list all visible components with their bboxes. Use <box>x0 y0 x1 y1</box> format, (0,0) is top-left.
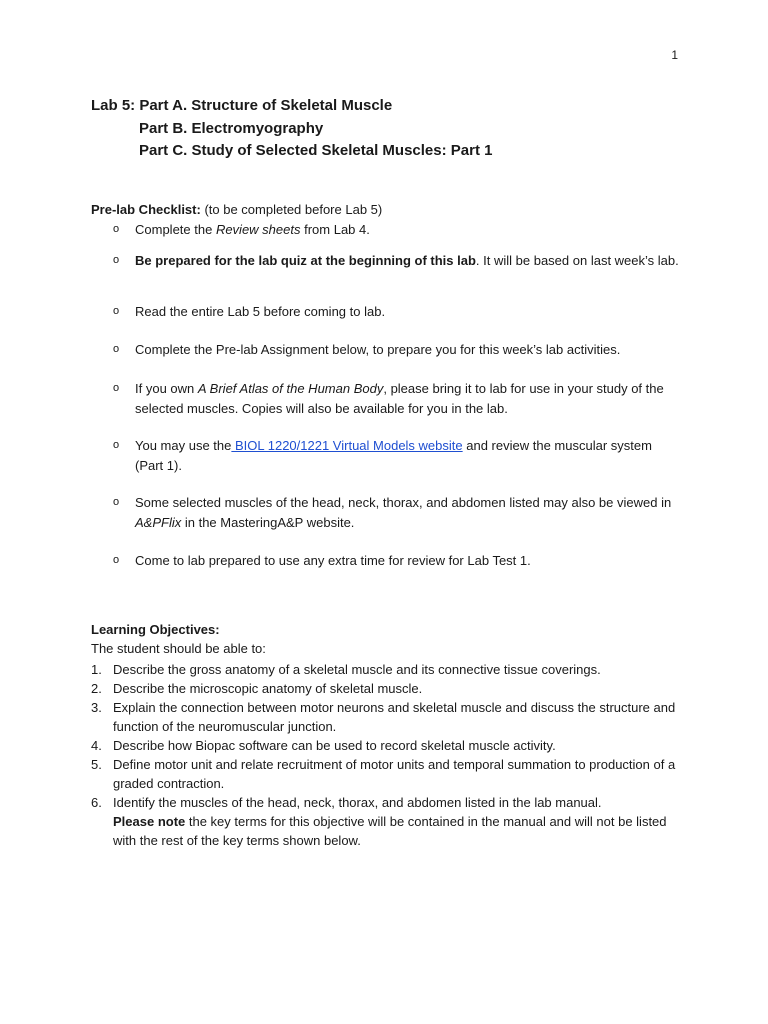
item-text: Complete the <box>135 222 216 237</box>
bullet-marker: o <box>113 305 120 317</box>
objective-number: 4. <box>91 738 102 753</box>
bullet-marker: o <box>113 254 120 266</box>
objective-text: Describe the microscopic anatomy of skeletal muscle. <box>113 681 423 696</box>
item-text: If you own <box>135 381 198 396</box>
bullet-marker: o <box>113 382 120 394</box>
item-text: from Lab 4. <box>300 222 370 237</box>
item-text: , please bring it to lab for use in your study of the selected muscles. Copies will also be available for you in the lab. <box>135 381 664 416</box>
title-line-part-a: Lab 5: Part A. Structure of Skeletal Muscle <box>91 97 393 114</box>
objective-main-text: Identify the muscles of the head, neck, thorax, and abdomen listed in the lab manual. <box>113 795 602 810</box>
item-text: . It will be based on last week’s lab. <box>475 253 679 268</box>
learning-objectives-heading: Learning Objectives: <box>91 622 220 637</box>
item-text: in the MasteringA&P website. <box>181 514 355 530</box>
bullet-marker: o <box>113 439 120 451</box>
page-number: 1 <box>671 48 678 62</box>
bullet-marker: o <box>113 496 120 508</box>
item-text: Come to lab prepared to use any extra time for review for Lab Test 1. <box>135 553 531 568</box>
objective-text <box>113 793 683 850</box>
item-emphasis: A Brief Atlas of the Human Body <box>197 381 384 396</box>
learning-objectives-intro: The student should be able to: <box>91 641 266 656</box>
item-text: and review the muscular system (Part 1). <box>135 438 652 473</box>
checklist-heading-note: (to be completed before Lab 5) <box>200 202 383 217</box>
virtual-models-link[interactable]: BIOL 1220/1221 Virtual Models website <box>231 438 463 453</box>
objective-number: 5. <box>91 757 102 772</box>
objective-number: 6. <box>91 795 102 810</box>
objective-text: Describe how Biopac software can be used to record skeletal muscle activity. <box>113 738 556 753</box>
checklist-heading-label: Pre-lab Checklist: <box>91 202 201 217</box>
item-text: You may use the <box>135 438 232 453</box>
title-line-part-c: Part C. Study of Selected Skeletal Muscles: Part 1 <box>139 142 493 159</box>
item-emphasis: A&PFlix <box>135 514 182 530</box>
objective-text: Describe the gross anatomy of a skeletal muscle and its connective tissue coverings. <box>113 662 601 677</box>
bullet-marker: o <box>113 223 120 235</box>
item-text: Some selected muscles of the head, neck, thorax, and abdomen listed may also be viewed in <box>135 495 672 510</box>
bullet-marker: o <box>113 554 120 566</box>
item-text: Read the entire Lab 5 before coming to lab. <box>135 304 386 319</box>
objective-number: 2. <box>91 681 102 696</box>
item-bold-text: Be prepared for the lab quiz at the beginning of this lab <box>135 253 476 268</box>
item-text: Complete the Pre-lab Assignment below, to prepare you for this week’s lab activities. <box>135 342 621 357</box>
objective-note-label: Please note <box>113 814 186 829</box>
item-emphasis: Review sheets <box>215 222 301 237</box>
prelab-checklist-heading <box>91 202 382 217</box>
objective-number: 1. <box>91 662 102 677</box>
lab-title <box>91 95 492 163</box>
objective-note-text: the key terms for this objective will be contained in the manual and will not be listed with the rest of the key terms shown below. <box>113 814 667 848</box>
objective-text: Explain the connection between motor neurons and skeletal muscle and discuss the structure and function of the neuromuscular junction. <box>113 700 676 734</box>
objective-text: Define motor unit and relate recruitment of motor units and temporal summation to production of a graded contraction. <box>113 757 676 791</box>
bullet-marker: o <box>113 343 120 355</box>
title-line-part-b: Part B. Electromyography <box>139 119 324 137</box>
objective-number: 3. <box>91 700 102 715</box>
